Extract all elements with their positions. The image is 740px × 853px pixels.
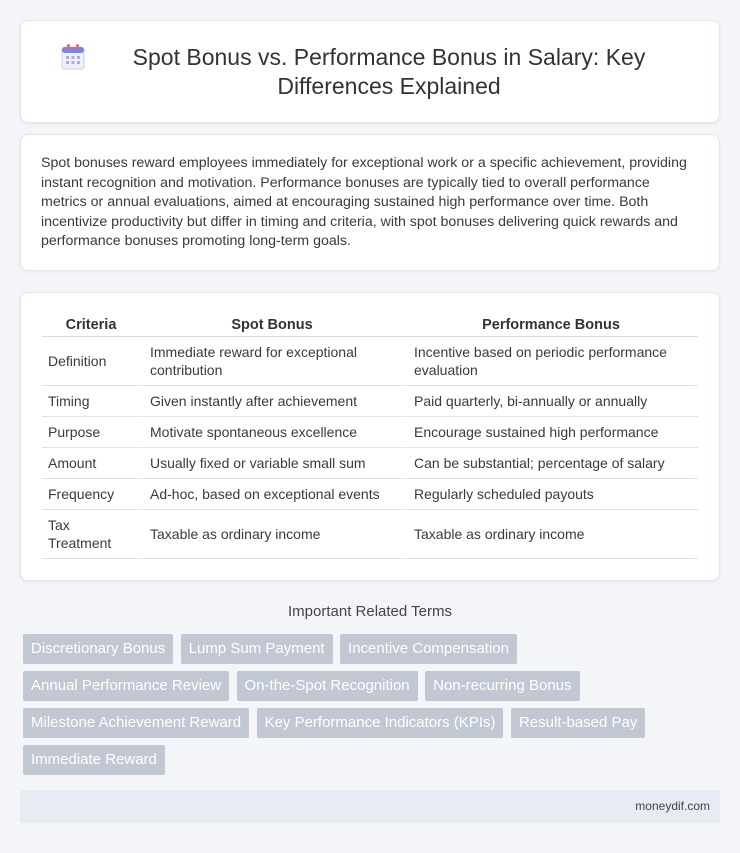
table-row bbox=[42, 448, 698, 479]
cell-criteria: Timing bbox=[42, 386, 140, 417]
intro-paragraph: Spot bonuses reward employees immediately for exceptional work or a specific achievement, providing instant recognition and motivation. Performance bonuses are typically tied to overall performance metrics or annual evaluations, aimed at encouraging sustained high performance over time. Both incentivize productivity but differ in timing and criteria, with spot bonuses delivering quick rewards and performance bonuses promoting long-term goals. bbox=[41, 155, 687, 250]
footer-site-link[interactable]: moneydif.com bbox=[635, 799, 710, 813]
cell-performance: Can be substantial; percentage of salary bbox=[404, 448, 698, 479]
cell-spot: Motivate spontaneous excellence bbox=[140, 417, 404, 448]
table-row bbox=[42, 479, 698, 510]
footer bbox=[20, 790, 720, 823]
cell-spot: Ad-hoc, based on exceptional events bbox=[140, 479, 404, 510]
cell-performance: Paid quarterly, bi-annually or annually bbox=[404, 386, 698, 417]
calendar-icon bbox=[61, 44, 85, 70]
table-row bbox=[42, 386, 698, 417]
title-card bbox=[20, 20, 720, 123]
cell-spot: Given instantly after achievement bbox=[140, 386, 404, 417]
cell-spot: Usually fixed or variable small sum bbox=[140, 448, 404, 479]
cell-spot: Taxable as ordinary income bbox=[140, 510, 404, 559]
page-title: Spot Bonus vs. Performance Bonus in Salary: Key Differences Explained bbox=[132, 43, 646, 99]
tag-discretionary-bonus[interactable]: Discretionary Bonus bbox=[23, 634, 173, 664]
tag-on-the-spot-recognition[interactable]: On-the-Spot Recognition bbox=[237, 671, 418, 701]
cell-performance: Taxable as ordinary income bbox=[404, 510, 698, 559]
cell-criteria: Amount bbox=[42, 448, 140, 479]
table-row bbox=[42, 417, 698, 448]
comparison-table-card bbox=[20, 292, 720, 581]
table-header-row bbox=[42, 315, 698, 337]
header-performance-bonus: Performance Bonus bbox=[404, 315, 698, 337]
tag-annual-performance-review[interactable]: Annual Performance Review bbox=[23, 671, 229, 701]
tag-milestone-achievement-reward[interactable]: Milestone Achievement Reward bbox=[23, 708, 249, 738]
tag-key-performance-indicators[interactable]: Key Performance Indicators (KPIs) bbox=[257, 708, 504, 738]
header-criteria: Criteria bbox=[42, 315, 140, 337]
tag-immediate-reward[interactable]: Immediate Reward bbox=[23, 745, 165, 775]
cell-criteria: Purpose bbox=[42, 417, 140, 448]
cell-spot: Immediate reward for exceptional contribution bbox=[140, 337, 404, 386]
tag-result-based-pay[interactable]: Result-based Pay bbox=[511, 708, 645, 738]
header-spot-bonus: Spot Bonus bbox=[140, 315, 404, 337]
cell-performance: Encourage sustained high performance bbox=[404, 417, 698, 448]
cell-performance: Incentive based on periodic performance evaluation bbox=[404, 337, 698, 386]
table-row bbox=[42, 510, 698, 559]
cell-performance: Regularly scheduled payouts bbox=[404, 479, 698, 510]
related-terms-list bbox=[23, 634, 703, 782]
comparison-table bbox=[42, 315, 698, 559]
tag-non-recurring-bonus[interactable]: Non-recurring Bonus bbox=[425, 671, 579, 701]
cell-criteria: Frequency bbox=[42, 479, 140, 510]
tag-lump-sum-payment[interactable]: Lump Sum Payment bbox=[181, 634, 333, 664]
table-row bbox=[42, 337, 698, 386]
cell-criteria: Definition bbox=[42, 337, 140, 386]
tag-incentive-compensation[interactable]: Incentive Compensation bbox=[340, 634, 517, 664]
cell-criteria: Tax Treatment bbox=[42, 510, 140, 559]
intro-card bbox=[20, 134, 720, 271]
title-wrap bbox=[61, 43, 679, 101]
related-terms-title: Important Related Terms bbox=[288, 603, 452, 620]
